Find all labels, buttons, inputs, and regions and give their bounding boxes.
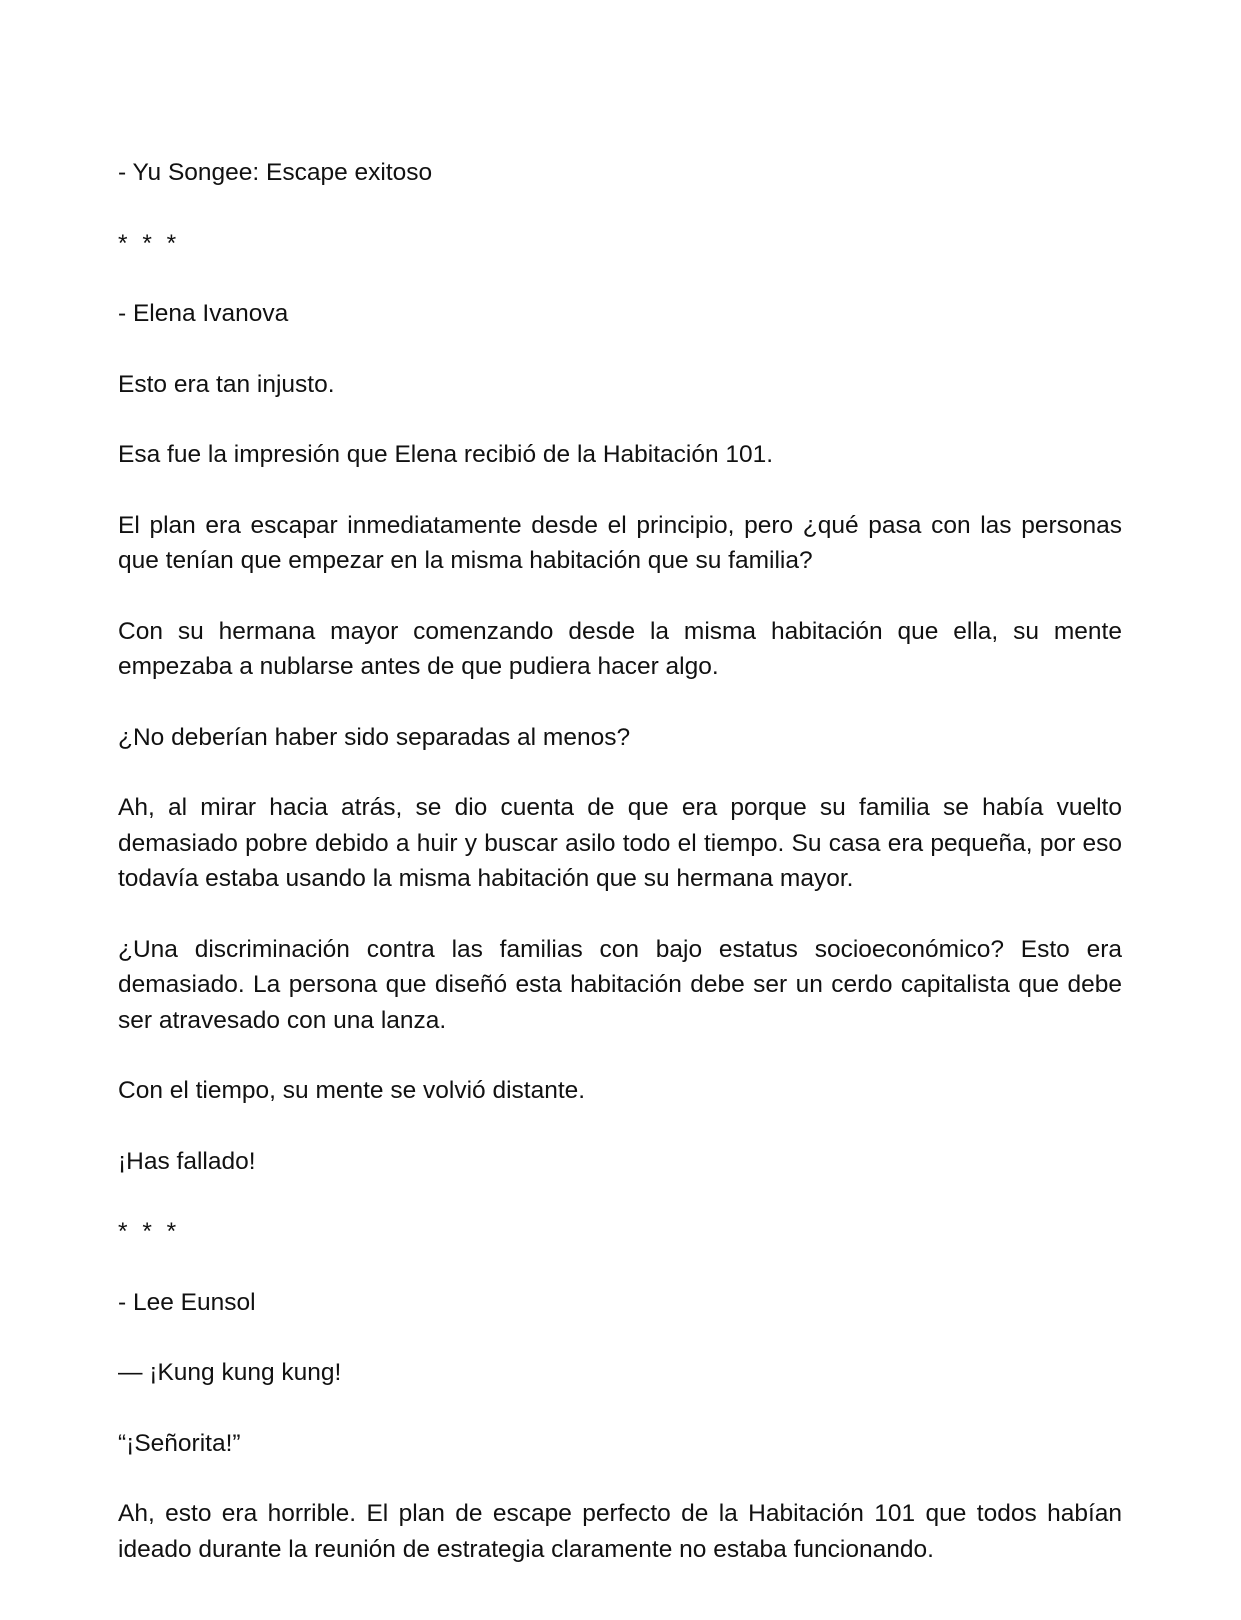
paragraph: Con el tiempo, su mente se volvió distante. — [118, 1077, 586, 1104]
document-body — [118, 155, 1122, 1602]
paragraph: Ah, al mirar hacia atrás, se dio cuenta de que era porque su familia se había vuelto demasiado pobre debido a huir y buscar asilo todo el tiempo. Su casa era pequeña, por eso todavía estaba usando la misma habitación que su hermana mayor. — [118, 794, 1122, 892]
paragraph: Esto era tan injusto. — [118, 370, 335, 398]
paragraph: ¿No deberían haber sido separadas al menos? — [118, 723, 631, 751]
dialogue-line: — ¡Kung kung kung! — [118, 1359, 342, 1386]
dialogue-line: “¡Señorita!” — [118, 1429, 241, 1457]
scene-separator: * * * — [118, 229, 181, 257]
paragraph: Ah, esto era horrible. El plan de escape perfecto de la Habitación 101 que todos habían ideado durante la reunión de estrategia claramente no estaba funcionando. — [118, 1500, 1122, 1563]
section-heading-yu-songee: - Yu Songee: Escape exitoso — [118, 159, 433, 186]
section-heading-elena-ivanova: - Elena Ivanova — [118, 300, 289, 327]
paragraph: ¡Has fallado! — [118, 1147, 256, 1175]
paragraph: ¿Una discriminación contra las familias con bajo estatus socioeconómico? Esto era demasiado. La persona que diseñó esta habitación debe ser un cerdo capitalista que debe ser atravesado con una lanza. — [118, 935, 1122, 1034]
paragraph: Con su hermana mayor comenzando desde la misma habitación que ella, su mente empezaba a nublarse antes de que pudiera hacer algo. — [118, 617, 1122, 680]
paragraph: Esa fue la impresión que Elena recibió de la Habitación 101. — [118, 441, 774, 468]
paragraph: El plan era escapar inmediatamente desde el principio, pero ¿qué pasa con las personas que tenían que empezar en la misma habitación que su familia? — [118, 511, 1122, 574]
scene-separator: * * * — [118, 1218, 181, 1245]
section-heading-lee-eunsol: - Lee Eunsol — [118, 1288, 256, 1316]
